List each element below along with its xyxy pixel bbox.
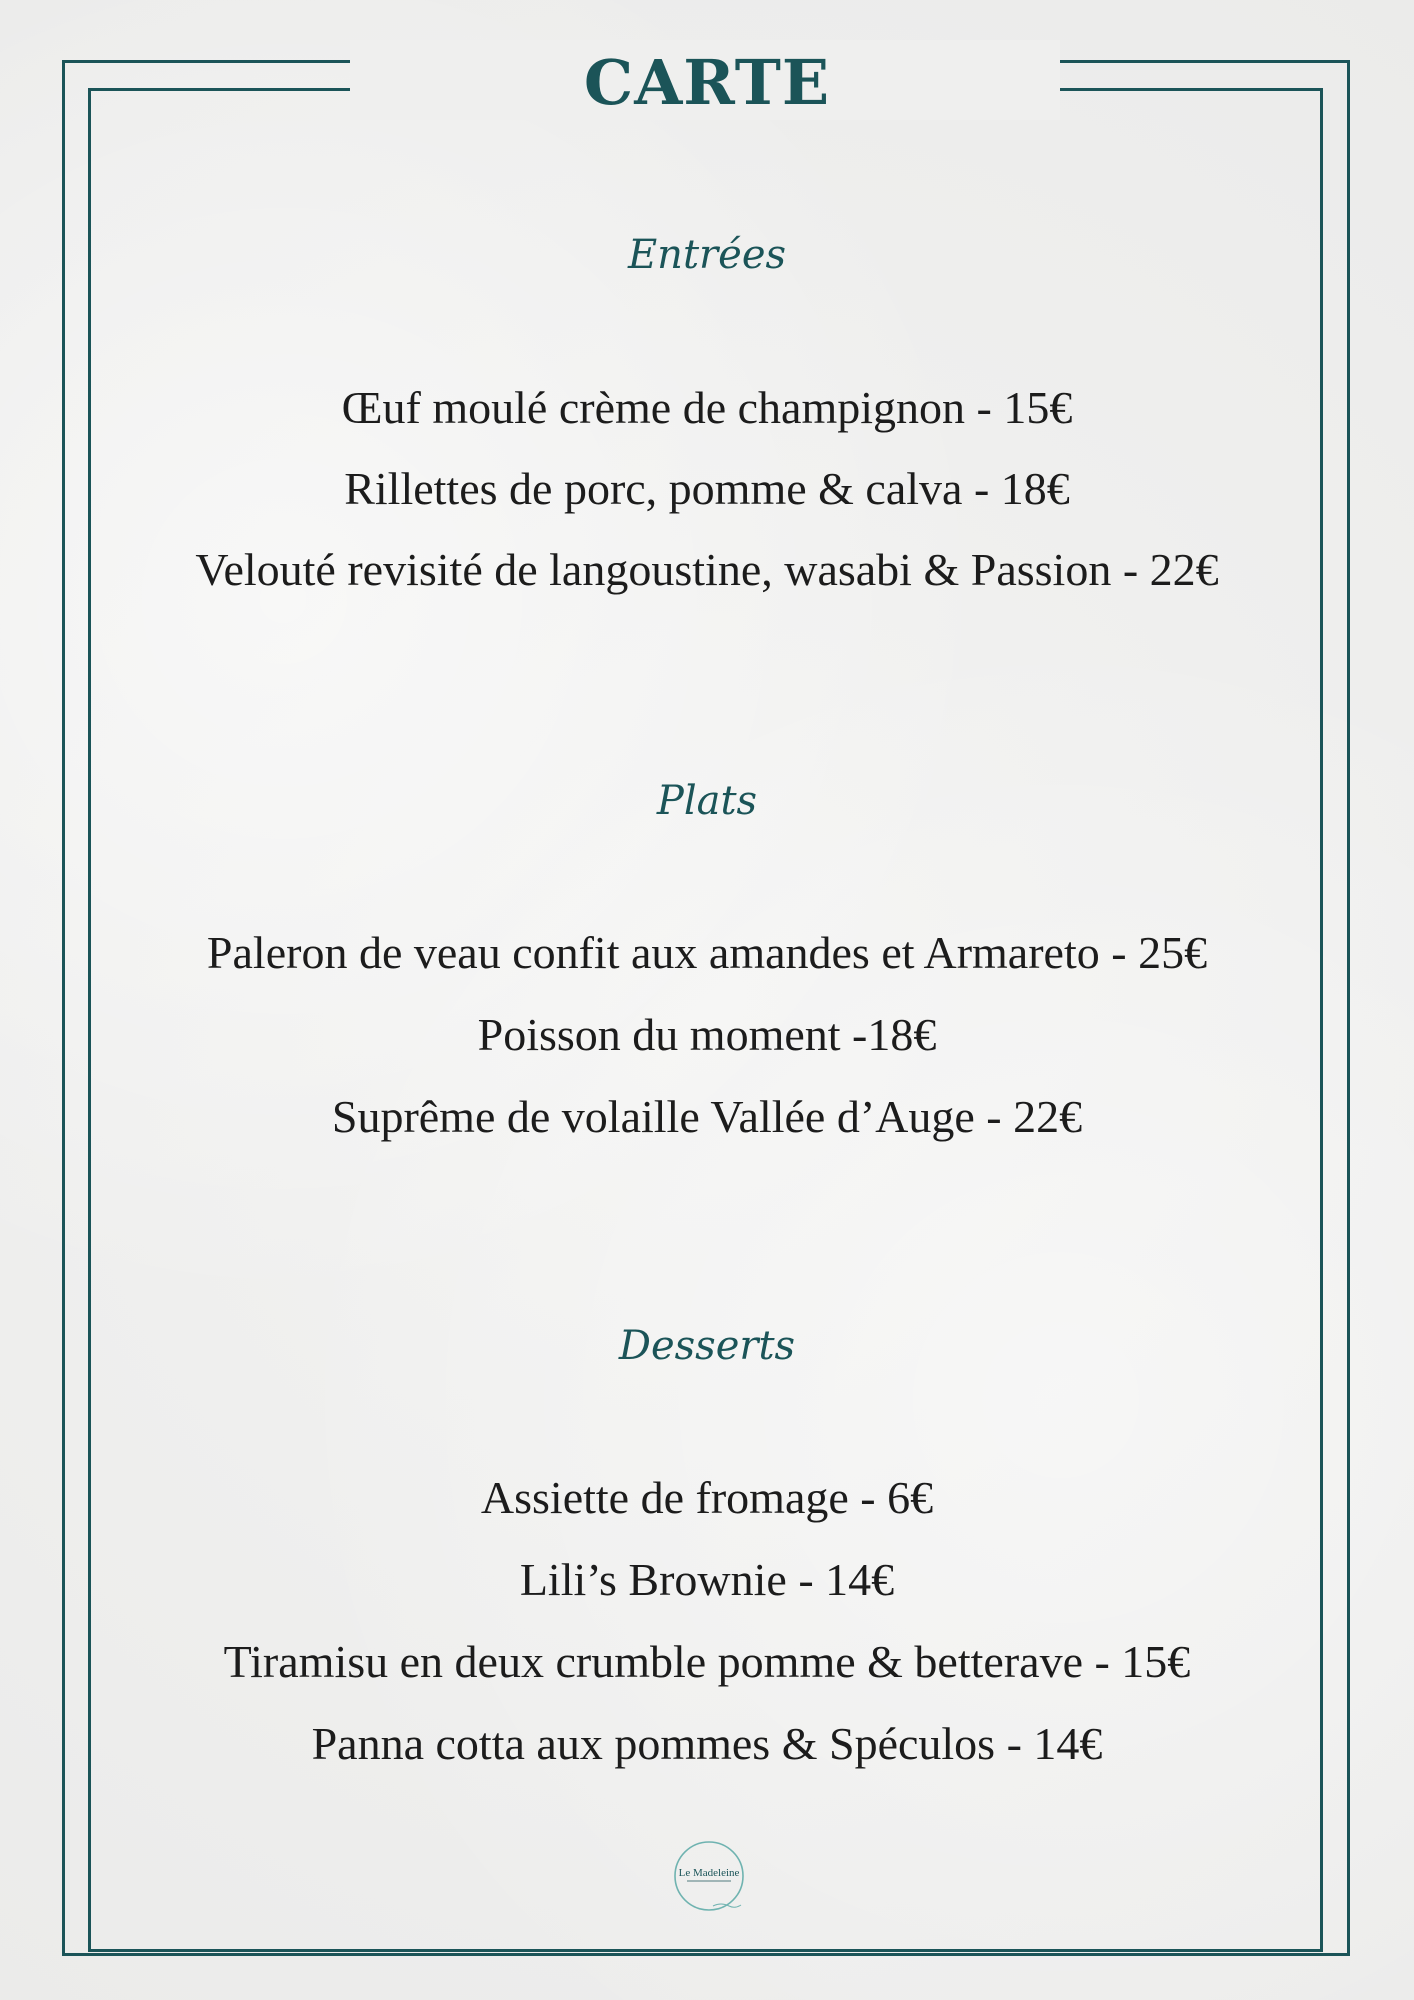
menu-item: Velouté revisité de langoustine, wasabi & Passion - 22€ <box>195 544 1219 595</box>
menu-item: Paleron de veau confit aux amandes et Armareto - 25€ <box>206 927 1208 978</box>
menu-item: Œuf moulé crème de champignon - 15€ <box>341 382 1073 433</box>
menu-item: Rillettes de porc, pomme & calva - 18€ <box>344 463 1070 514</box>
menu-title: CARTE <box>583 46 831 119</box>
section-heading-plats: Plats <box>656 778 758 824</box>
menu-item: Assiette de fromage - 6€ <box>480 1472 934 1523</box>
menu-item: Poisson du moment -18€ <box>477 1009 937 1060</box>
menu-item: Lili’s Brownie - 14€ <box>519 1554 895 1605</box>
menu-item: Panna cotta aux pommes & Spéculos - 14€ <box>311 1718 1103 1769</box>
restaurant-logo-icon <box>669 1838 749 1918</box>
menu-item: Suprême de volaille Vallée d’Auge - 22€ <box>331 1091 1083 1142</box>
section-heading-desserts: Desserts <box>618 1323 796 1369</box>
section-heading-entrees: Entrées <box>627 232 787 278</box>
svg-text:Le Madeleine: Le Madeleine <box>678 1867 740 1879</box>
menu-item: Tiramisu en deux crumble pomme & betterave - 15€ <box>223 1636 1191 1687</box>
